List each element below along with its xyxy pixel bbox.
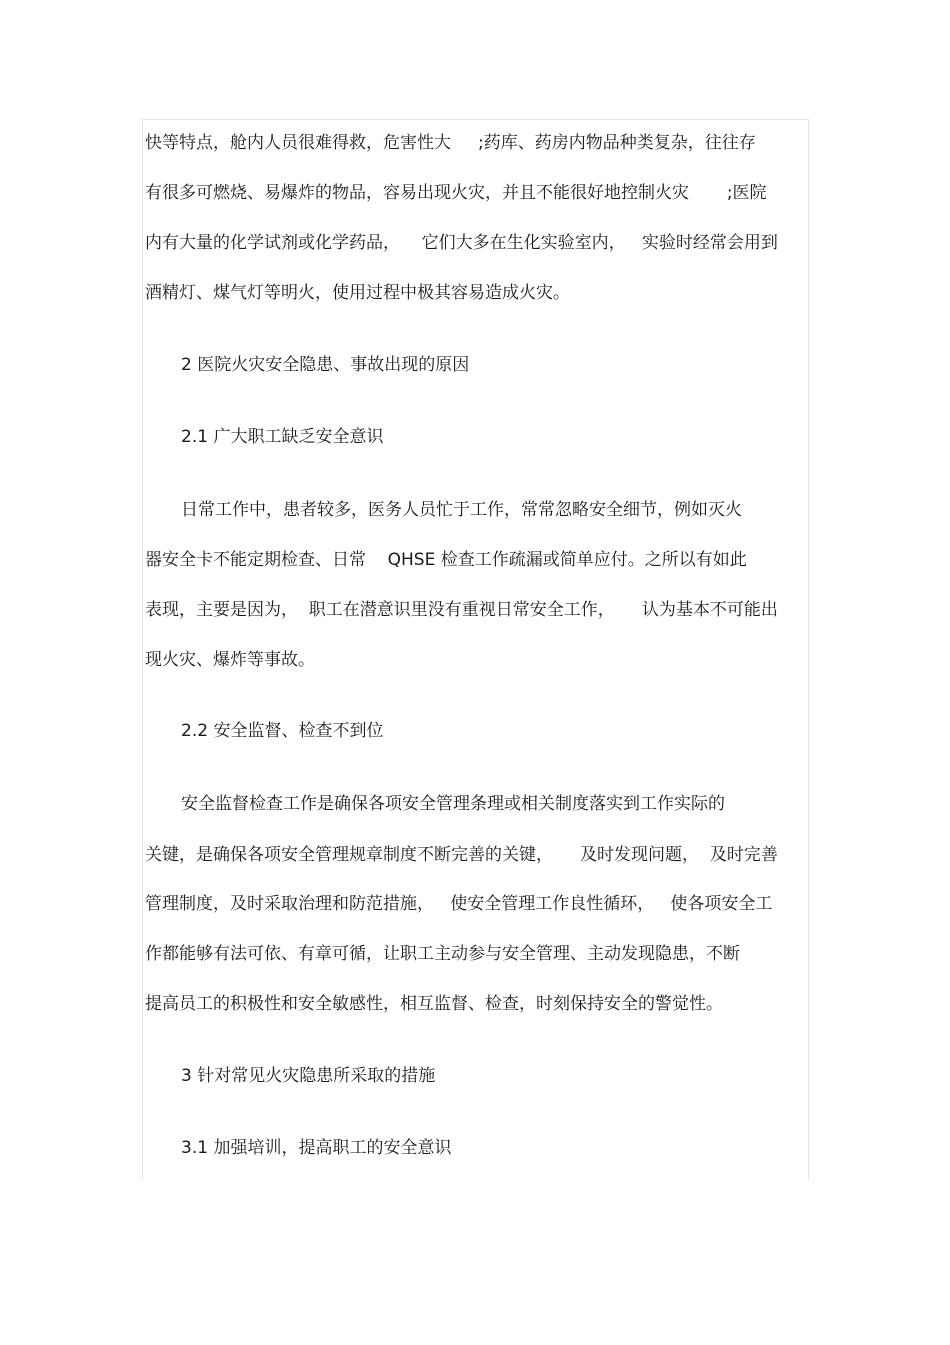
subsection-heading: 2.1 广大职工缺乏安全意识	[181, 427, 384, 447]
section-heading: 2 医院火灾安全隐患、事故出现的原因	[181, 355, 470, 375]
paragraph-line: 快等特点，舱内人员很难得救，危害性大 ;药库、药房内物品种类复杂，往往存	[145, 133, 756, 153]
section-heading: 3 针对常见火灾隐患所采取的措施	[181, 1066, 436, 1086]
paragraph-line: 内有大量的化学试剂或化学药品， 它们大多在生化实验室内， 实验时经常会用到	[145, 233, 778, 253]
paragraph-line: 安全监督检查工作是确保各项安全管理条理或相关制度落实到工作实际的	[181, 794, 725, 814]
paragraph-line: 表现，主要是因为， 职工在潜意识里没有重视日常安全工作， 认为基本不可能出	[145, 600, 778, 620]
subsection-heading: 2.2 安全监督、检查不到位	[181, 721, 384, 741]
paragraph-line: 有很多可燃烧、易爆炸的物品，容易出现火灾，并且不能很好地控制火灾 ;医院	[145, 183, 767, 203]
paragraph-line: 酒精灯、煤气灯等明火，使用过程中极其容易造成火灾。	[145, 283, 570, 303]
paragraph-line: 现火灾、爆炸等事故。	[145, 650, 315, 670]
paragraph-line: 器安全卡不能定期检查、日常 QHSE 检查工作疏漏或简单应付。之所以有如此	[145, 550, 747, 570]
paragraph-line: 日常工作中，患者较多，医务人员忙于工作，常常忽略安全细节，例如灭火	[181, 500, 742, 520]
paragraph-line: 提高员工的积极性和安全敏感性，相互监督、检查，时刻保持安全的警觉性。	[145, 994, 723, 1014]
paragraph-line: 作都能够有法可依、有章可循，让职工主动参与安全管理、主动发现隐患，不断	[145, 944, 740, 964]
paragraph-line: 管理制度，及时采取治理和防范措施， 使安全管理工作良性循环， 使各项安全工	[145, 894, 773, 914]
paragraph-line: 关键，是确保各项安全管理规章制度不断完善的关键， 及时发现问题， 及时完善	[145, 845, 778, 865]
subsection-heading: 3.1 加强培训，提高职工的安全意识	[181, 1138, 452, 1158]
